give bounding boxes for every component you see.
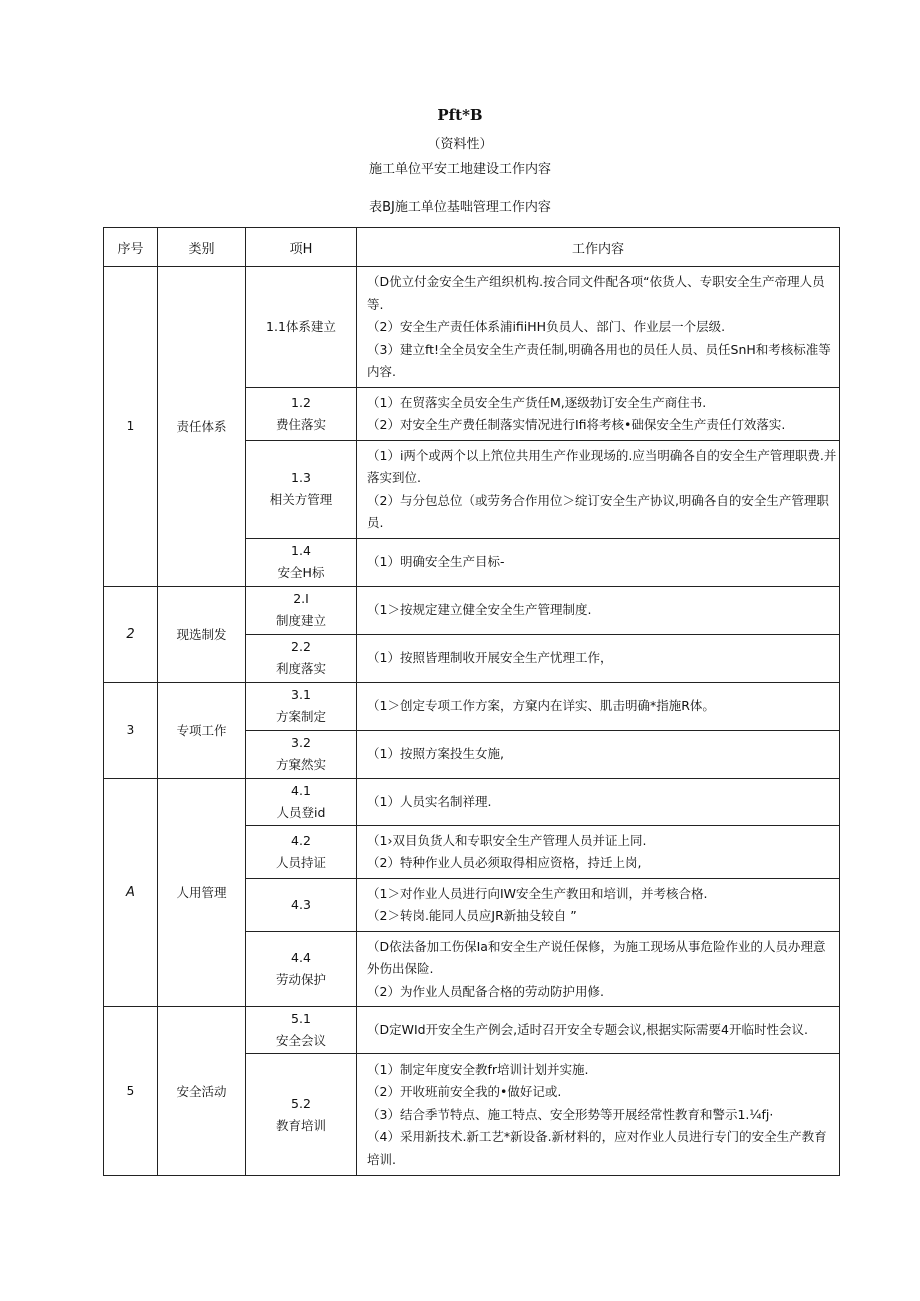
- content-line: （1）明确安全生产目标-: [367, 554, 505, 570]
- content-line: （4）采用新技术.新工艺*新设备.新材料的，应对作业人员进行专门的安全生产教育培训.: [367, 1129, 827, 1167]
- content-cell: [357, 931, 840, 1007]
- column-header-category: 类别: [158, 228, 246, 267]
- table-row: [104, 267, 840, 388]
- content-line: （2）与分包总位（或劳务合作用位＞绽订安全生产协议,明确各自的安全生产管理职员.: [367, 492, 829, 530]
- item-code: 4.1: [291, 782, 311, 798]
- category-cell: 现选制发: [158, 586, 246, 682]
- item-name: 利度落实: [275, 661, 326, 676]
- table-row: [104, 682, 840, 730]
- content-line: （2）对安全生产费任制落实情况进行Ifi将考核•础保安全生产责任仃效落实.: [367, 417, 786, 432]
- item-name: 制度建立: [275, 613, 326, 628]
- item-cell: [246, 387, 357, 440]
- item-code: 4.2: [291, 832, 311, 848]
- content-cell: [357, 825, 840, 878]
- item-code: 5.2: [291, 1095, 311, 1111]
- item-name: 1.1体系建立: [266, 318, 336, 334]
- category-cell: 人用管理: [158, 778, 246, 1007]
- column-header-item: 项H: [246, 228, 357, 267]
- content-line: （2＞转岗.能同人员应JR新抽殳较自 ”: [367, 908, 577, 923]
- row-number: A: [104, 778, 158, 1007]
- content-cell: [357, 1054, 840, 1176]
- item-cell: [246, 634, 357, 682]
- item-name: 劳动保护: [275, 971, 326, 987]
- table-row: [104, 1007, 840, 1054]
- item-code: 1.3: [291, 470, 311, 485]
- item-code: 2.2: [291, 639, 311, 654]
- item-code: 1.4: [291, 543, 311, 558]
- content-line: （1）按照皆理制收开展安全生产忧理工作，: [367, 650, 613, 666]
- item-cell: [246, 1007, 357, 1054]
- content-line: （1＞对作业人员进行向IW安全生产教田和培训，并考核合格.: [367, 885, 708, 901]
- item-cell: [246, 931, 357, 1007]
- category-cell: 责任体系: [158, 267, 246, 587]
- table-row: [104, 586, 840, 634]
- item-cell: [246, 778, 357, 825]
- item-name: 方窠然实: [275, 757, 326, 772]
- item-code: 3.1: [291, 687, 311, 702]
- table-header-row: [104, 228, 840, 267]
- content-line: （1›双目负货人和专职安全生产管理人员并证上同.: [367, 832, 647, 848]
- work-content-table: [103, 227, 840, 1176]
- content-cell: [357, 634, 840, 682]
- item-cell: [246, 730, 357, 778]
- item-cell: [246, 878, 357, 931]
- item-cell: [246, 538, 357, 586]
- content-cell: [357, 586, 840, 634]
- item-code: 3.2: [291, 735, 311, 750]
- column-header-content: 工作内容: [357, 228, 840, 267]
- content-line: （D依法备加工伤保Ia和安全生产说任保修，为施工现场从事危险作业的人员办理意外伤出保险.: [367, 938, 826, 976]
- content-line: （2）开收班前安全我的•做好记或.: [367, 1084, 562, 1100]
- item-name: 安全会议: [275, 1033, 326, 1048]
- content-cell: [357, 387, 840, 440]
- content-cell: [357, 1007, 840, 1054]
- appendix-nature: （资料性）: [427, 137, 493, 152]
- item-cell: [246, 1054, 357, 1176]
- item-code: 1.2: [291, 394, 311, 410]
- table-title: 表BJ施工单位基咄管理工作内容: [369, 200, 551, 215]
- content-cell: [357, 878, 840, 931]
- content-line: （1）制定年度安全教fr培训计划并实施.: [367, 1061, 589, 1077]
- content-line: （3）建立ft!全全员安全生产责任制,明确各用也的员任人员、员任SnH和考核标准等内容.: [367, 341, 831, 379]
- table-row: [104, 778, 840, 825]
- item-name: 教育培训: [275, 1117, 326, 1133]
- content-line: （1＞创定专项工作方案，方窠内在详实、肌击明确*指施R体。: [367, 698, 715, 714]
- content-line: （1）人员实名制祥理.: [367, 793, 492, 809]
- category-cell: 安全活动: [158, 1007, 246, 1176]
- row-number: 1: [104, 267, 158, 587]
- item-name: 安全H标: [277, 565, 325, 580]
- appendix-label: Pft*B: [437, 106, 483, 124]
- content-cell: [357, 778, 840, 825]
- content-line: （D定WId开安全生产例会,适时召开安全专题会议,根据实际需要4开临时性会议.: [367, 1022, 808, 1038]
- content-cell: [357, 440, 840, 538]
- row-number: 2: [104, 586, 158, 682]
- row-number: 3: [104, 682, 158, 778]
- item-name: 方案制定: [275, 709, 326, 724]
- item-name: 人员持证: [275, 854, 326, 870]
- content-line: （2）安全生产责任体系浦ifiiHH负员人、部门、作业层一个层级.: [367, 319, 726, 334]
- item-cell: [246, 682, 357, 730]
- content-line: （2）特种作业人员必须取得相应资格，持迁上岗,: [367, 855, 642, 870]
- column-header-no: 序号: [104, 228, 158, 267]
- content-cell: [357, 682, 840, 730]
- content-cell: [357, 538, 840, 586]
- item-code: 4.4: [291, 949, 311, 965]
- table-body: [104, 267, 840, 1176]
- item-code: 5.1: [291, 1011, 311, 1026]
- content-line: （1＞按规定建立健全安全生产管理制度.: [367, 602, 592, 618]
- item-name: 人员登id: [276, 804, 326, 820]
- item-code: 4.3: [291, 896, 311, 912]
- item-cell: [246, 440, 357, 538]
- content-line: （D优立付金安全生产组织机构.按合同文件配各项“依货人、专职安全生产帝理人员等.: [367, 274, 825, 312]
- content-cell: [357, 730, 840, 778]
- document-title: 施工单位平安工地建设工作内容: [368, 162, 551, 177]
- content-line: （1）i两个或两个以上笊位共用生产作业现场的.应当明确各自的安全生产管理职费.并落实到位.: [367, 447, 837, 485]
- content-line: （1）按照方案投生女施,: [367, 746, 504, 762]
- content-line: （2）为作业人员配备合格的劳动防护用修.: [367, 983, 604, 999]
- row-number: 5: [104, 1007, 158, 1176]
- content-cell: [357, 267, 840, 388]
- item-cell: [246, 267, 357, 388]
- content-line: （3）结合季节特点、施工特点、安全形势等开展经常性教育和警示1.¼fj·: [367, 1106, 774, 1122]
- item-name: 相关方管理: [269, 492, 333, 507]
- item-cell: [246, 586, 357, 634]
- item-code: 2.I: [293, 591, 309, 606]
- item-name: 费住落实: [275, 416, 326, 432]
- category-cell: 专项工作: [158, 682, 246, 778]
- content-line: （1）在贸落实全员安全生产货任M,逐级勃订安全生产商住书.: [367, 394, 707, 410]
- item-cell: [246, 825, 357, 878]
